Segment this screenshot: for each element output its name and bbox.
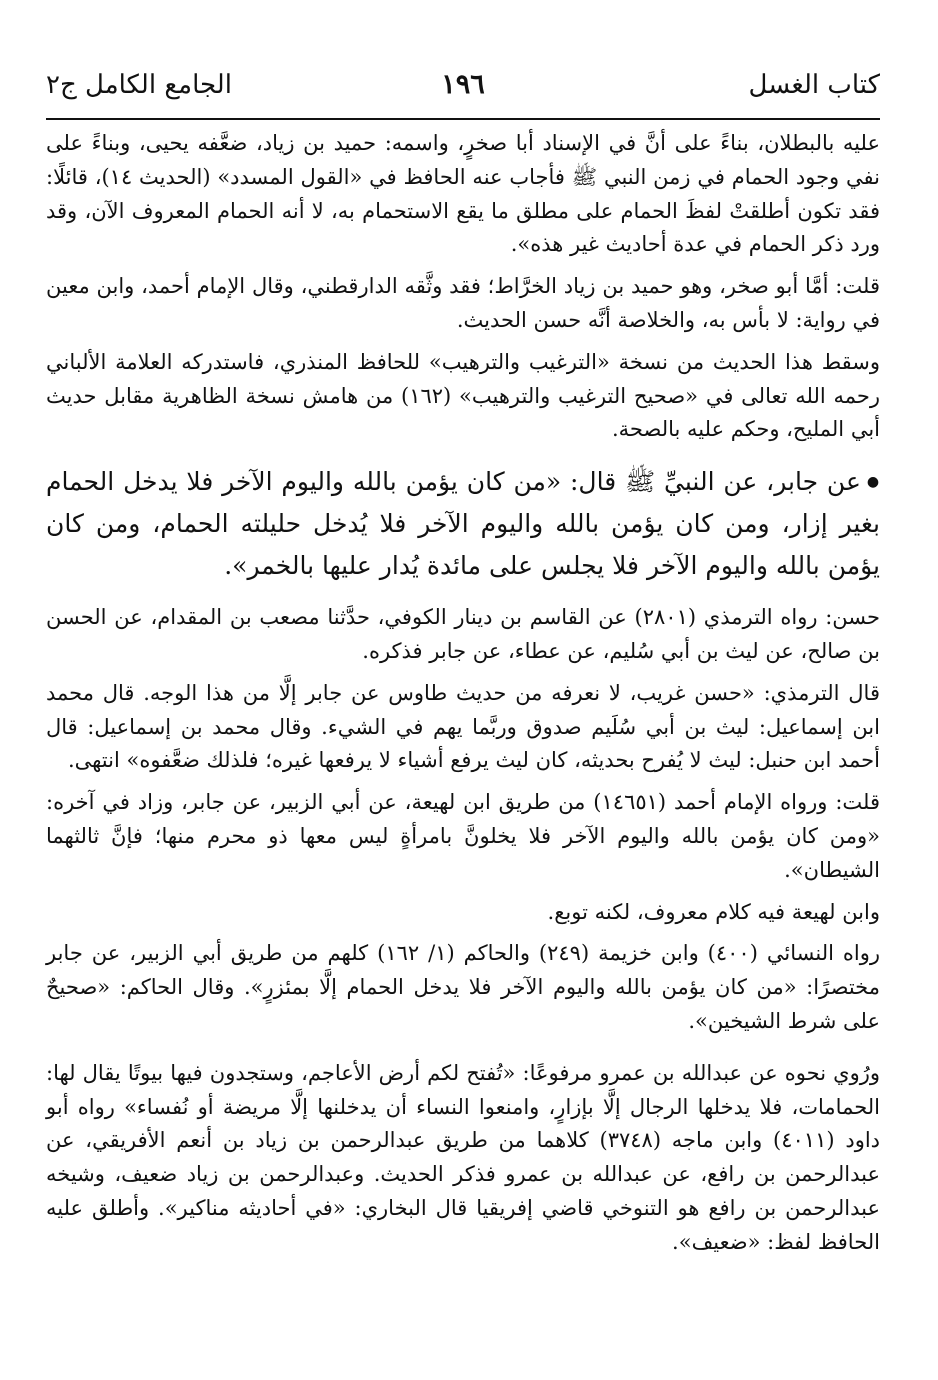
paragraph: حسن: رواه الترمذي (٢٨٠١) عن القاسم بن دينار الكوفي، حدَّثنا مصعب بن المقدام، عن الحسن بن صالح، عن ليث بن أبي سُليم، عن عطاء، عن جابر فذكره. — [46, 605, 880, 663]
paragraph: قلت: أمَّا أبو صخر، وهو حميد بن زياد الخرَّاط؛ فقد وثَّقه الدارقطني، وقال الإمام أحمد، وابن معين في رواية: لا بأس به، والخلاصة أنَّه حسن الحديث. — [46, 274, 880, 332]
page-header — [46, 60, 880, 110]
paragraph: قلت: ورواه الإمام أحمد (١٤٦٥١) من طريق ابن لهيعة، عن أبي الزبير، عن جابر، وزاد في آخره: «ومن كان يؤمن بالله واليوم الآخر فلا يخلونَّ بامرأةٍ ليس معها ذو محرم منها؛ فإنَّ ثالثهما الشيطان». — [46, 790, 881, 882]
header-rule — [46, 118, 880, 120]
paragraph: رواه النسائي (٤٠٠) وابن خزيمة (٢٤٩) والحاكم (١/ ١٦٢) كلهم من طريق أبي الزبير، عن جابر مختصرًا: «من كان يؤمن بالله واليوم الآخر فلا يدخل الحمام إلَّا بمئزرٍ». وقال الحاكم: «صحيحٌ على شرط الشيخين». — [46, 941, 881, 1033]
hadith-paragraph — [46, 461, 880, 587]
page-number: ١٩٦ — [441, 69, 485, 100]
paragraph: وابن لهيعة فيه كلام معروف، لكنه توبع. — [547, 899, 880, 924]
chapter-title: كتاب الغسل — [748, 70, 880, 100]
paragraph: وسقط هذا الحديث من نسخة «الترغيب والترهيب» للحافظ المنذري، فاستدركه العلامة الألباني رحمه الله تعالى في «صحيح الترغيب والترهيب» (١٦٢) من هامش نسخة الظاهرية مقابل حديث أبي المليح، وحكم عليه بالصحة. — [46, 349, 880, 442]
bullet-icon: ● — [866, 474, 880, 491]
hadith-text: عن جابر، عن النبيِّ ﷺ قال: «من كان يؤمن بالله واليوم الآخر فلا يدخل الحمام بغير إزار، ومن كان يؤمن بالله واليوم الآخر فلا يُدخل حليلته الحمام، ومن كان يؤمن بالله واليوم الآخر فلا يجلس على مائدة يُدار عليها بالخمر». — [46, 467, 880, 581]
page-body — [46, 127, 880, 1260]
paragraph: عليه بالبطلان، بناءً على أنَّ في الإسناد أبا صخرٍ، واسمه: حميد بن زياد، ضعَّفه يحيى، وبناءً على نفي وجود الحمام في زمن النبي ﷺ فأجاب عنه الحافظ في «القول المسدد» (الحديث ١٤)، قائلًا: فقد تكون أطلقتْ لفظَ الحمام على مطلق ما يقع الاستحمام به، لا أنه الحمام المعروف الآن، وقد ورد ذكر الحمام في عدة أحاديث غير هذه». — [46, 131, 880, 257]
paragraph: ورُوي نحوه عن عبدالله بن عمرو مرفوعًا: «تُفتح لكم أرض الأعاجم، وستجدون فيها بيوتًا يقال لها: الحمامات، فلا يدخلها الرجال إلَّا بإزارٍ، وامنعوا النساء أن يدخلنها إلَّا مريضة أو نُفساء» رواه أبو داود (٤٠١١) وابن ماجه (٣٧٤٨) كلاهما من طريق عبدالرحمن بن زياد بن أنعم الأفريقي، عن عبدالرحمن بن رافع، عن عبدالله بن عمرو فذكر الحديث. وعبدالرحمن بن زياد ضعيف، وشيخه عبدالرحمن بن رافع هو التنوخي قاضي إفريقيا قال البخاري: «في أحاديثه مناكير». وأطلق عليه الحافظ لفظ: «ضعيف». — [46, 1060, 881, 1254]
paragraph: قال الترمذي: «حسن غريب، لا نعرفه من حديث طاوس عن جابر إلَّا من هذا الوجه. قال محمد ابن إسماعيل: ليث بن أبي سُلَيم صدوق وربَّما يهم في الشيء. وقال محمد بن إسماعيل: قال أحمد ابن حنبل: ليث لا يُفرح بحديثه، كان ليث يرفع أشياء لا يرفعها غيره؛ فلذلك ضعَّفوه» انتهى. — [46, 680, 880, 773]
book-title: الجامع الكامل ج٢ — [46, 70, 232, 100]
